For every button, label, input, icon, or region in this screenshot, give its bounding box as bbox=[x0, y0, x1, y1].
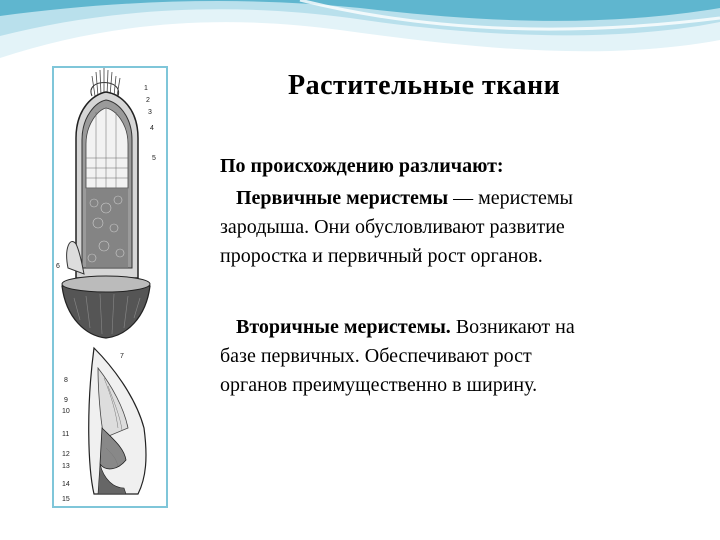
fig-label: 7 bbox=[120, 353, 124, 360]
primary-meristem-paragraph bbox=[220, 184, 650, 271]
fig-label: 3 bbox=[148, 109, 152, 116]
root-tip-drawing bbox=[62, 68, 150, 338]
primary-line3: проростка и первичный рост органов. bbox=[220, 245, 543, 267]
secondary-line2: базе первичных. Обеспечивают рост bbox=[220, 345, 532, 367]
fig-label: 8 bbox=[64, 377, 68, 384]
secondary-line1-rest: Возникают на bbox=[450, 316, 575, 338]
fig-label: 9 bbox=[64, 397, 68, 404]
fig-label: 10 bbox=[62, 408, 70, 415]
secondary-meristem-paragraph bbox=[220, 313, 650, 400]
secondary-term: Вторичные меристемы. bbox=[236, 316, 451, 338]
intro-text: По происхождению различают: bbox=[220, 155, 504, 177]
section-drawing bbox=[89, 348, 146, 494]
plant-tissue-illustration bbox=[54, 68, 166, 506]
primary-line2: зародыша. Они обусловливают развитие bbox=[220, 216, 565, 238]
fig-label: 2 bbox=[146, 97, 150, 104]
fig-label: 13 bbox=[62, 463, 70, 470]
fig-label: 12 bbox=[62, 451, 70, 458]
fig-label: 6 bbox=[56, 263, 60, 270]
secondary-line3: органов преимущественно в ширину. bbox=[220, 374, 538, 396]
fig-label: 4 bbox=[150, 125, 154, 132]
fig-label: 5 bbox=[152, 155, 156, 162]
fig-label: 1 bbox=[144, 85, 148, 92]
primary-line1-rest: — меристемы bbox=[448, 187, 573, 209]
fig-label: 15 bbox=[62, 496, 70, 503]
botany-figure-frame bbox=[52, 66, 168, 508]
primary-term: Первичные меристемы bbox=[236, 187, 449, 209]
fig-label: 11 bbox=[62, 431, 70, 438]
fig-label: 14 bbox=[62, 481, 70, 488]
slide-title: Растительные ткани bbox=[288, 70, 561, 101]
